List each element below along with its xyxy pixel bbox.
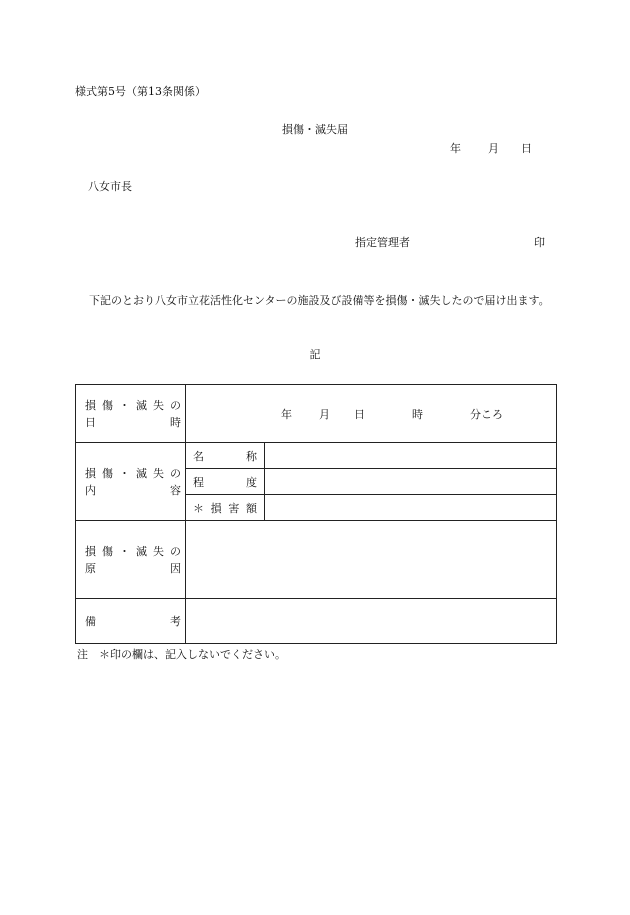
label-cause-line2 [85, 560, 181, 577]
label-datetime-line2 [85, 414, 181, 431]
sublabel-damage-char3: 害 [228, 501, 240, 515]
name-field[interactable] [265, 443, 557, 469]
footnote: 注 ＊印の欄は、記入しないでください。 [77, 648, 286, 661]
remarks-field[interactable] [186, 599, 557, 644]
datetime-day: 日 [354, 408, 365, 421]
date-year-label: 年 [450, 142, 461, 155]
ki-heading: 記 [309, 348, 321, 361]
datetime-hour: 時 [412, 408, 423, 421]
label-datetime [76, 385, 186, 443]
label-content-line2 [85, 482, 181, 499]
table-row-cause [76, 521, 557, 599]
addressee: 八女市長 [88, 180, 132, 193]
sublabel-degree-char1: 程 [193, 475, 204, 489]
datetime-field[interactable] [186, 385, 557, 443]
table-row-content-name [76, 443, 557, 469]
degree-field[interactable] [265, 469, 557, 495]
sublabel-degree [186, 469, 265, 495]
label-cause [76, 521, 186, 599]
date-month-label: 月 [488, 142, 499, 155]
label-datetime-char2: 時 [170, 415, 181, 429]
label-content [76, 443, 186, 521]
label-cause-char2: 因 [170, 561, 181, 575]
body-text: 下記のとおり八女市立花活性化センターの施設及び設備等を損傷・滅失したので届け出ます。 [89, 294, 550, 307]
label-remarks-char2: 考 [170, 614, 181, 628]
sublabel-name-char2: 称 [246, 449, 257, 463]
sublabel-damage-amount [186, 495, 265, 521]
datetime-minute: 分ころ [470, 408, 503, 421]
label-remarks [76, 599, 186, 644]
label-datetime-char1: 日 [85, 415, 96, 429]
label-remarks-char1: 備 [85, 614, 96, 628]
table-row-datetime [76, 385, 557, 443]
seal-mark: 印 [534, 236, 545, 249]
sublabel-damage-char4: 額 [245, 501, 257, 515]
form-number: 様式第5号（第13条関係） [75, 85, 206, 98]
sublabel-name-char1: 名 [193, 449, 204, 463]
document-title: 損傷・滅失届 [282, 123, 348, 136]
sublabel-damage-char1: ＊ [193, 501, 204, 515]
label-content-char1: 内 [85, 483, 96, 497]
sublabel-damage-char2: 損 [210, 501, 222, 515]
sublabel-degree-char2: 度 [246, 475, 257, 489]
sublabel-name [186, 443, 265, 469]
damage-amount-field[interactable] [265, 495, 557, 521]
label-cause-char1: 原 [85, 561, 96, 575]
label-content-line1: 損傷・滅失の [85, 466, 181, 480]
label-content-char2: 容 [170, 483, 181, 497]
report-table [75, 384, 557, 644]
datetime-year: 年 [281, 408, 292, 421]
table-row-remarks [76, 599, 557, 644]
label-cause-line1: 損傷・滅失の [85, 544, 181, 558]
date-day-label: 日 [521, 142, 532, 155]
manager-label: 指定管理者 [355, 236, 410, 249]
label-datetime-line1: 損傷・滅失の [85, 398, 181, 412]
datetime-month: 月 [319, 408, 330, 421]
cause-field[interactable] [186, 521, 557, 599]
